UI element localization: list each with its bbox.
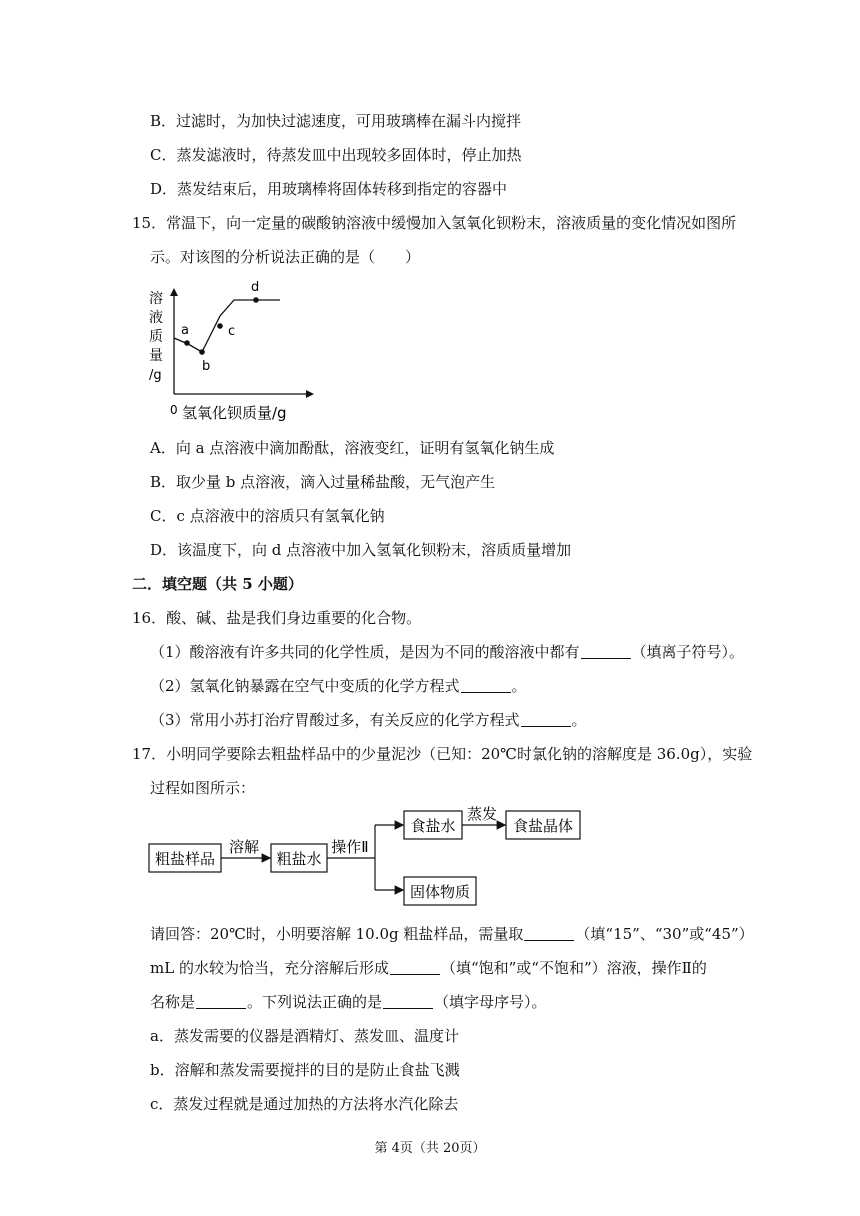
graph-label-c: c: [228, 324, 236, 339]
page-footer: 第 4页（共 20页）: [374, 1141, 486, 1156]
flow-box-salt-crystal-label: 食盐晶体: [512, 817, 574, 835]
q14-option-b: B．过滤时，为加快过滤速度，可用玻璃棒在漏斗内搅拌: [150, 112, 522, 130]
q14-option-d: D．蒸发结束后，用玻璃棒将固体转移到指定的容器中: [150, 180, 508, 198]
graph-ylabel-2: 液: [149, 310, 163, 326]
graph-curve: [174, 300, 280, 352]
q17-question-line3: 名称是 。下列说法正确的是 （填字母序号）。: [150, 993, 547, 1011]
graph-xlabel: 氢氧化钡质量/g: [182, 404, 287, 422]
answer-blank[interactable]: [581, 644, 631, 659]
graph-point-d: [253, 297, 259, 303]
answer-blank[interactable]: [461, 678, 511, 693]
graph-ylabel-1: 溶: [149, 291, 163, 307]
graph-point-a: [184, 340, 190, 346]
graph-label-b: b: [202, 359, 211, 374]
graph-point-c: [217, 323, 223, 329]
q17-flow-diagram: [140, 800, 600, 915]
answer-blank[interactable]: [390, 960, 440, 975]
q15-option-d: D．该温度下，向 d 点溶液中加入氢氧化钡粉末，溶质质量增加: [150, 541, 572, 559]
q15-stem-line2: 示。对该图的分析说法正确的是（ ）: [150, 248, 421, 266]
q17-choice-b: b．溶解和蒸发需要搅拌的目的是防止食盐飞溅: [150, 1061, 460, 1079]
flow-arrow-operation-label: 操作Ⅱ: [331, 838, 369, 856]
q16-part3: （3）常用小苏打治疗胃酸过多，有关反应的化学方程式 。: [150, 711, 587, 729]
flow-box-solid-label: 固体物质: [409, 883, 471, 901]
q17-question-line1: 请回答：20℃时，小明要溶解 10.0g 粗盐样品，需量取 （填“15”、“30”或“45”）: [150, 925, 754, 943]
section-title: 二．填空题（共 5 小题）: [132, 575, 303, 593]
q17-stem-line2: 过程如图所示：: [150, 779, 256, 797]
q17-choice-c: c．蒸发过程就是通过加热的方法将水汽化除去: [150, 1095, 459, 1113]
q15-option-b: B．取少量 b 点溶液，滴入过量稀盐酸，无气泡产生: [150, 473, 496, 491]
graph-origin: 0: [170, 403, 178, 417]
answer-blank[interactable]: [524, 926, 574, 941]
graph-ylabel-3: 质: [149, 329, 163, 345]
flow-box-salt-water-label: 粗盐水: [276, 850, 322, 868]
flow-box-brine-label: 食盐水: [410, 817, 456, 835]
q17-question-line2: mL 的水较为恰当，充分溶解后形成 （填“饱和”或“不饱和”）溶液，操作Ⅱ的: [150, 959, 707, 977]
q15-graph: [140, 276, 320, 426]
answer-blank[interactable]: [383, 994, 433, 1009]
q16-part2: （2）氢氧化钠暴露在空气中变质的化学方程式 。: [150, 677, 527, 695]
q16-part1: （1）酸溶液有许多共同的化学性质，是因为不同的酸溶液中都有 （填离子符号）。: [150, 643, 745, 661]
answer-blank[interactable]: [521, 712, 571, 727]
graph-label-d: d: [251, 280, 260, 295]
graph-ylabel-5: /g: [149, 368, 162, 383]
q17-choice-a: a．蒸发需要的仪器是酒精灯、蒸发皿、温度计: [150, 1027, 459, 1045]
flow-box-raw-salt-label: 粗盐样品: [154, 850, 216, 868]
flow-arrow-evaporate-label: 蒸发: [466, 805, 498, 823]
graph-label-a: a: [181, 323, 189, 338]
graph-ylabel-4: 量: [149, 348, 163, 364]
q17-stem-line1: 17．小明同学要除去粗盐样品中的少量泥沙（已知：20℃时氯化钠的溶解度是 36.0g），实验: [132, 745, 753, 763]
answer-blank[interactable]: [196, 994, 246, 1009]
q14-option-c: C．蒸发滤液时，待蒸发皿中出现较多固体时，停止加热: [150, 146, 522, 164]
flow-arrow-dissolve-label: 溶解: [228, 838, 260, 856]
graph-point-b: [199, 349, 205, 355]
q15-option-c: C．c 点溶液中的溶质只有氢氧化钠: [150, 507, 385, 525]
q15-stem-line1: 15．常温下，向一定量的碳酸钠溶液中缓慢加入氢氧化钡粉末，溶液质量的变化情况如图所: [132, 214, 737, 232]
graph-y-arrow: [170, 288, 178, 296]
q15-option-a: A．向 a 点溶液中滴加酚酞，溶液变红，证明有氢氧化钠生成: [150, 439, 555, 457]
q16-stem: 16．酸、碱、盐是我们身边重要的化合物。: [132, 609, 422, 627]
graph-x-arrow: [306, 390, 314, 398]
